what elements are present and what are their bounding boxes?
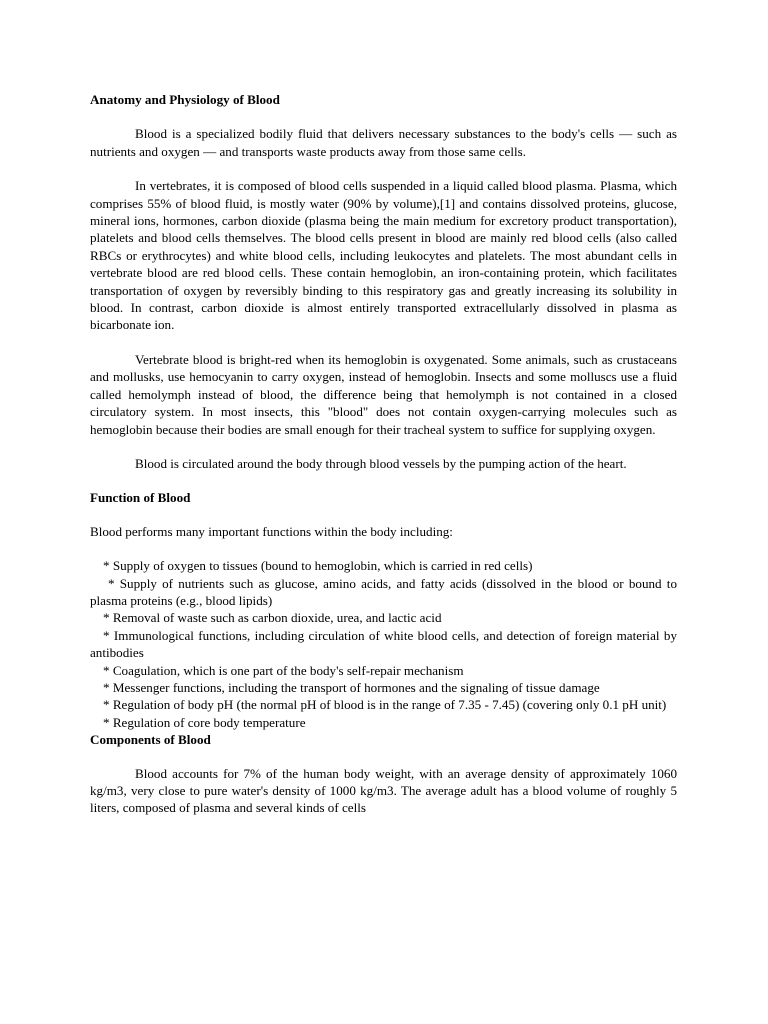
- list-item: * Removal of waste such as carbon dioxide, urea, and lactic acid: [103, 610, 442, 626]
- heading-components-of-blood: Components of Blood: [90, 732, 211, 748]
- list-item: * Supply of oxygen to tissues (bound to hemoglobin, which is carried in red cells): [103, 558, 533, 574]
- list-item: * Supply of nutrients such as glucose, amino acids, and fatty acids (dissolved in the blood or bound to plasma proteins (e.g., blood lipids): [90, 575, 677, 608]
- paragraph-blood-definition: Blood is a specialized bodily fluid that delivers necessary substances to the body's cells — such as nutrients and oxygen — and transports waste products away from those same cells.: [90, 126, 677, 159]
- heading-anatomy-physiology: Anatomy and Physiology of Blood: [90, 92, 280, 107]
- heading-function-of-blood: Function of Blood: [90, 490, 191, 506]
- list-item: * Coagulation, which is one part of the body's self-repair mechanism: [103, 662, 464, 678]
- paragraph-blood-volume: Blood accounts for 7% of the human body weight, with an average density of approximately 1060 kg/m3, very close to pure water's density of 1000 kg/m3. The average adult has a blood volume of roughly 5 liters, composed of plasma and several kinds of cells: [90, 765, 677, 816]
- list-item: * Regulation of body pH (the normal pH of blood is in the range of 7.35 - 7.45) (covering only 0.1 pH unit): [103, 697, 667, 713]
- list-item: * Regulation of core body temperature: [103, 714, 306, 730]
- list-item: * Immunological functions, including circulation of white blood cells, and detection of foreign material by antibodies: [90, 627, 677, 661]
- list-item: * Messenger functions, including the transport of hormones and the signaling of tissue damage: [103, 679, 600, 695]
- paragraph-functions-intro: Blood performs many important functions within the body including:: [90, 523, 453, 539]
- paragraph-vertebrate-composition: In vertebrates, it is composed of blood cells suspended in a liquid called blood plasma. Plasma, which comprises 55% of blood fluid, is mostly water (90% by volume),[1] and contains dissolved proteins, glucose, mineral ions, hormones, carbon dioxide (plasma being the main medium for excretory product transportation), platelets and blood cells themselves. The blood cells present in blood are mainly red blood cells (also called RBCs or erythrocytes) and white blood cells, including leukocytes and platelets. The most abundant cells in vertebrate blood are red blood cells. These contain hemoglobin, an iron-containing protein, which facilitates transportation of oxygen by reversibly binding to this respiratory gas and greatly increasing its solubility in blood. In contrast, carbon dioxide is almost entirely transported extracellularly dissolved in plasma as bicarbonate ion.: [90, 178, 677, 333]
- paragraph-circulation: Blood is circulated around the body through blood vessels by the pumping action of the heart.: [135, 455, 627, 471]
- paragraph-oxygenation: Vertebrate blood is bright-red when its hemoglobin is oxygenated. Some animals, such as crustaceans and mollusks, use hemocyanin to carry oxygen, instead of hemoglobin. Insects and some molluscs use a fluid called hemolymph instead of blood, the difference being that hemolymph is not contained in a closed circulatory system. In most insects, this "blood" does not contain oxygen-carrying molecules such as hemoglobin because their bodies are small enough for their tracheal system to suffice for supplying oxygen.: [90, 351, 677, 437]
- function-list: [90, 557, 677, 731]
